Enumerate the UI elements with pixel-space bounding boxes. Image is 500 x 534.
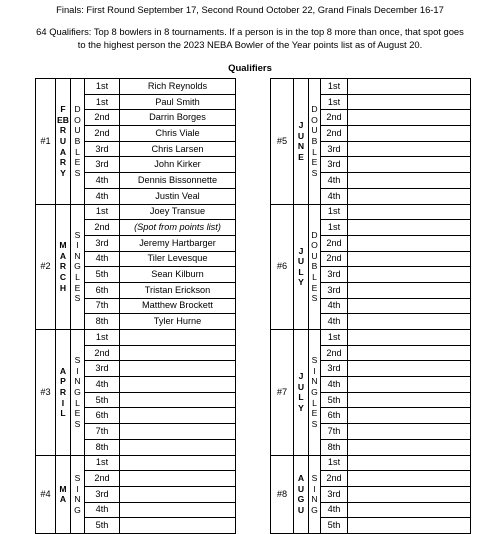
format-letter: I — [76, 483, 79, 494]
bowler-name-cell — [120, 486, 236, 502]
format-letter: I — [313, 483, 316, 494]
place-cell: 2nd — [85, 345, 120, 361]
bowler-name-cell — [348, 408, 471, 424]
format-letter: U — [311, 125, 318, 136]
qualifier-row — [271, 79, 471, 95]
place-cell: 4th — [321, 188, 348, 204]
bowler-name-cell — [348, 377, 471, 393]
bowler-name-cell: Dennis Bissonnette — [120, 173, 236, 189]
bowler-name-cell — [348, 220, 471, 236]
bowler-name-cell — [348, 392, 471, 408]
bowler-name-cell — [348, 157, 471, 173]
tournament-month — [294, 79, 309, 205]
month-letter: G — [297, 494, 305, 505]
format-letter: S — [74, 473, 81, 484]
month-letter: C — [59, 272, 67, 283]
tournament-month — [56, 79, 71, 205]
format-letter: L — [312, 146, 317, 157]
month-letter: Y — [298, 402, 304, 413]
place-cell: 3rd — [321, 157, 348, 173]
bowler-name-cell — [120, 377, 236, 393]
format-letter: L — [75, 397, 80, 408]
bowler-name-cell — [120, 439, 236, 455]
place-cell: 4th — [85, 173, 120, 189]
tournament-format — [71, 204, 85, 330]
month-letter: I — [61, 397, 65, 408]
month-letter: J — [298, 371, 304, 382]
format-letter: I — [76, 240, 79, 251]
bowler-name-cell — [348, 518, 471, 534]
format-letter: B — [311, 261, 318, 272]
place-cell: 2nd — [85, 220, 120, 236]
month-letter: J — [298, 120, 304, 131]
bowler-name-cell — [348, 126, 471, 142]
place-cell: 1st — [321, 330, 348, 346]
place-cell: 5th — [85, 267, 120, 283]
format-letter: E — [311, 157, 318, 168]
month-letter: R — [59, 386, 67, 397]
format-letter: O — [74, 114, 81, 125]
tournament-number: #3 — [36, 330, 56, 456]
place-cell: 1st — [321, 220, 348, 236]
month-letter: U — [297, 504, 305, 515]
qualifiers-table-left — [35, 78, 236, 534]
place-cell: 8th — [85, 314, 120, 330]
place-cell: 4th — [321, 502, 348, 518]
place-cell: 2nd — [85, 126, 120, 142]
format-letter: S — [311, 355, 318, 366]
bowler-name-cell — [120, 330, 236, 346]
qualifier-row — [36, 330, 236, 346]
bowler-name-cell: Chris Larsen — [120, 141, 236, 157]
place-cell: 1st — [85, 94, 120, 110]
tournament-number: #6 — [271, 204, 294, 330]
tournament-number: #4 — [36, 455, 56, 533]
month-letter: Y — [60, 167, 66, 178]
bowler-name-cell: Sean Kilburn — [120, 267, 236, 283]
month-letter: E — [298, 151, 304, 162]
place-cell: 2nd — [321, 471, 348, 487]
bowler-name-cell: Rich Reynolds — [120, 79, 236, 95]
format-letter: E — [74, 157, 81, 168]
bowler-name-cell — [120, 408, 236, 424]
bowler-name-cell — [348, 345, 471, 361]
place-cell: 4th — [321, 298, 348, 314]
qualifier-row — [271, 455, 471, 471]
format-letter: I — [76, 365, 79, 376]
place-cell: 1st — [85, 330, 120, 346]
bowler-name-cell — [120, 345, 236, 361]
month-letter: EB — [57, 114, 69, 125]
bowler-name-cell — [348, 502, 471, 518]
place-cell: 6th — [85, 282, 120, 298]
bowler-name-cell — [348, 439, 471, 455]
tournament-month — [56, 455, 71, 533]
month-letter: P — [60, 376, 66, 387]
bowler-name-cell: Darrin Borges — [120, 110, 236, 126]
format-letter: U — [74, 125, 81, 136]
place-cell: 2nd — [321, 251, 348, 267]
tournament-month — [56, 204, 71, 330]
bowler-name-cell: Justin Veal — [120, 188, 236, 204]
place-cell: 4th — [85, 502, 120, 518]
format-letter: N — [311, 376, 318, 387]
place-cell: 3rd — [321, 267, 348, 283]
format-letter: G — [311, 386, 318, 397]
place-cell: 7th — [85, 424, 120, 440]
place-cell: 7th — [85, 298, 120, 314]
format-letter: G — [74, 261, 81, 272]
qualifiers-heading: Qualifiers — [228, 63, 272, 74]
place-cell: 3rd — [85, 486, 120, 502]
month-letter: R — [59, 157, 67, 168]
place-cell: 2nd — [85, 110, 120, 126]
place-cell: 1st — [321, 94, 348, 110]
place-cell: 1st — [85, 79, 120, 95]
month-letter: U — [297, 256, 305, 267]
place-cell: 3rd — [321, 141, 348, 157]
month-letter: A — [297, 473, 305, 484]
place-cell: 3rd — [85, 157, 120, 173]
bowler-name-cell — [348, 361, 471, 377]
format-letter: E — [311, 282, 318, 293]
bowler-name-cell — [348, 110, 471, 126]
place-cell: 8th — [321, 439, 348, 455]
format-letter: S — [311, 418, 318, 429]
bowler-name-cell — [348, 204, 471, 220]
place-cell: 1st — [321, 455, 348, 471]
month-letter: U — [297, 381, 305, 392]
format-letter: E — [74, 408, 81, 419]
month-letter: A — [59, 146, 67, 157]
bowler-name-cell — [120, 455, 236, 471]
month-letter: L — [298, 392, 304, 403]
place-cell: 6th — [85, 408, 120, 424]
month-letter: R — [59, 125, 67, 136]
tournament-format — [71, 79, 85, 205]
bowler-name-cell — [348, 314, 471, 330]
tournament-number: #1 — [36, 79, 56, 205]
tournament-month — [294, 330, 309, 456]
format-letter: I — [313, 365, 316, 376]
format-letter: N — [74, 494, 81, 505]
place-cell: 3rd — [85, 141, 120, 157]
bowler-name-cell — [120, 471, 236, 487]
bowler-name-cell: Matthew Brockett — [120, 298, 236, 314]
place-cell: 1st — [85, 204, 120, 220]
qualifier-row — [36, 455, 236, 471]
place-cell: 1st — [321, 79, 348, 95]
qualifiers-description-line-1: 64 Qualifiers: Top 8 bowlers in 8 tournaments. If a person is in the top 8 more than once, that spot goes — [36, 26, 464, 37]
place-cell: 4th — [85, 251, 120, 267]
format-letter: B — [311, 135, 318, 146]
bowler-name-cell — [120, 361, 236, 377]
place-cell: 4th — [85, 377, 120, 393]
bowler-name-cell — [348, 471, 471, 487]
format-letter: S — [74, 229, 81, 240]
format-letter: N — [74, 250, 81, 261]
format-letter: S — [74, 167, 81, 178]
format-letter: E — [74, 282, 81, 293]
format-letter: E — [311, 408, 318, 419]
month-letter: A — [59, 250, 67, 261]
tournament-format — [71, 455, 85, 533]
bowler-name-cell — [348, 79, 471, 95]
month-letter: H — [59, 282, 67, 293]
qualifier-row — [36, 204, 236, 220]
format-letter: G — [74, 386, 81, 397]
month-letter: N — [297, 141, 305, 152]
bowler-name-cell — [120, 392, 236, 408]
qualifier-row — [271, 204, 471, 220]
month-letter: A — [59, 494, 67, 505]
tournament-month — [294, 455, 309, 533]
bowler-name-cell — [348, 94, 471, 110]
month-letter: L — [298, 266, 304, 277]
bowler-name-cell — [348, 267, 471, 283]
place-cell: 4th — [85, 188, 120, 204]
month-letter: U — [297, 483, 305, 494]
bowler-name-cell — [348, 188, 471, 204]
finals-schedule-line: Finals: First Round September 17, Second Round October 22, Grand Finals December 16-17 — [56, 4, 444, 15]
place-cell: 1st — [85, 455, 120, 471]
format-letter: S — [74, 418, 81, 429]
bowler-name-cell — [348, 424, 471, 440]
place-cell: 1st — [321, 204, 348, 220]
format-letter: O — [311, 240, 318, 251]
qualifiers-description-line-2: to the highest person the 2023 NEBA Bowler of the Year points list as of August 20. — [77, 39, 423, 50]
bowler-name-cell — [348, 330, 471, 346]
place-cell: 6th — [321, 408, 348, 424]
place-cell: 4th — [321, 377, 348, 393]
bowler-name-cell: Tyler Hurne — [120, 314, 236, 330]
place-cell: 5th — [321, 392, 348, 408]
format-letter: L — [312, 397, 317, 408]
bowler-name-cell — [348, 173, 471, 189]
place-cell: 7th — [321, 424, 348, 440]
month-letter: L — [60, 408, 66, 419]
bowler-name-cell — [120, 518, 236, 534]
bowler-name-cell — [348, 235, 471, 251]
format-letter: G — [74, 504, 81, 515]
place-cell: 3rd — [321, 282, 348, 298]
month-letter: Y — [298, 277, 304, 288]
bowler-name-cell: Jeremy Hartbarger — [120, 235, 236, 251]
format-letter: B — [74, 135, 81, 146]
tournament-number: #7 — [271, 330, 294, 456]
tournament-format — [309, 79, 321, 205]
qualifier-row — [271, 330, 471, 346]
bowler-name-cell — [348, 251, 471, 267]
bowler-name-cell — [348, 455, 471, 471]
place-cell: 8th — [85, 439, 120, 455]
tournament-format — [71, 330, 85, 456]
format-letter: G — [311, 504, 318, 515]
place-cell: 3rd — [85, 235, 120, 251]
place-cell: 2nd — [85, 471, 120, 487]
qualifiers-table-right — [270, 78, 471, 534]
format-letter: S — [311, 167, 318, 178]
bowler-name-cell — [348, 141, 471, 157]
format-letter: D — [74, 104, 81, 115]
place-cell: 3rd — [321, 361, 348, 377]
bowler-name-cell: Joey Transue — [120, 204, 236, 220]
format-letter: S — [74, 293, 81, 304]
place-cell: 4th — [321, 314, 348, 330]
bowler-name-cell: Paul Smith — [120, 94, 236, 110]
bowler-name-cell — [348, 282, 471, 298]
place-cell: 3rd — [321, 486, 348, 502]
tournament-number: #5 — [271, 79, 294, 205]
month-letter: U — [59, 135, 67, 146]
bowler-name-cell — [120, 502, 236, 518]
bowler-name-cell: Tristan Erickson — [120, 282, 236, 298]
place-cell: 4th — [321, 173, 348, 189]
month-letter: J — [298, 245, 304, 256]
qualifier-row — [36, 79, 236, 95]
month-letter: F — [60, 104, 66, 115]
place-cell: 5th — [85, 518, 120, 534]
month-letter: A — [59, 365, 67, 376]
format-letter: D — [311, 229, 318, 240]
format-letter: U — [311, 250, 318, 261]
format-letter: D — [311, 104, 318, 115]
tournament-month — [56, 330, 71, 456]
tournament-format — [309, 204, 321, 330]
tournament-number: #8 — [271, 455, 294, 533]
bowler-name-cell: (Spot from points list) — [120, 220, 236, 236]
place-cell: 2nd — [321, 235, 348, 251]
month-letter: M — [59, 483, 67, 494]
bowler-name-cell — [120, 424, 236, 440]
format-letter: L — [312, 272, 317, 283]
place-cell: 5th — [321, 518, 348, 534]
month-letter: U — [297, 130, 305, 141]
place-cell: 5th — [85, 392, 120, 408]
place-cell: 2nd — [321, 126, 348, 142]
bowler-name-cell: John Kirker — [120, 157, 236, 173]
format-letter: S — [311, 473, 318, 484]
format-letter: O — [311, 114, 318, 125]
bowler-name-cell — [348, 486, 471, 502]
format-letter: N — [74, 376, 81, 387]
month-letter: R — [59, 261, 67, 272]
place-cell: 2nd — [321, 345, 348, 361]
bowler-name-cell — [348, 298, 471, 314]
format-letter: S — [311, 293, 318, 304]
tournament-number: #2 — [36, 204, 56, 330]
tournament-month — [294, 204, 309, 330]
format-letter: L — [75, 146, 80, 157]
format-letter: N — [311, 494, 318, 505]
tournament-format — [309, 330, 321, 456]
bowler-name-cell: Tiler Levesque — [120, 251, 236, 267]
tournament-format — [309, 455, 321, 533]
place-cell: 2nd — [321, 110, 348, 126]
place-cell: 3rd — [85, 361, 120, 377]
month-letter: M — [59, 240, 67, 251]
format-letter: S — [74, 355, 81, 366]
bowler-name-cell: Chris Viale — [120, 126, 236, 142]
format-letter: L — [75, 272, 80, 283]
